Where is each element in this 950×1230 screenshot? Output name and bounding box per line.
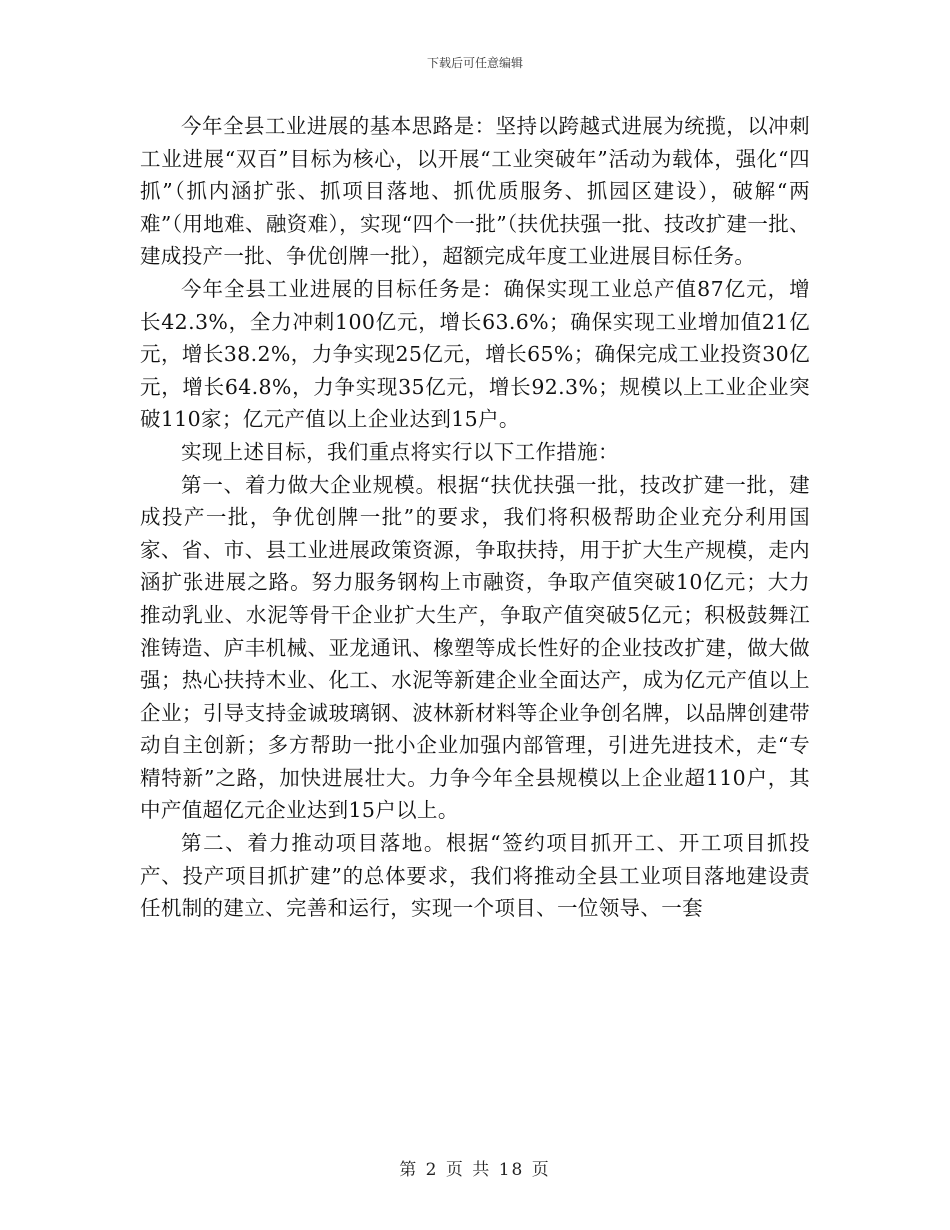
paragraph-measure-two: 第二、着力推动项目落地。根据“签约项目抓开工、开工项目抓投产、投产项目抓扩建”的总体要求，我们将推动全县工业项目落地建设责任机制的建立、完善和运行，实现一个项目、一位领导、一套 [140, 831, 810, 921]
document-body [140, 110, 810, 925]
paragraph-basic-approach: 今年全县工业进展的基本思路是：坚持以跨越式进展为统揽，以冲刺工业进展“双百”目标为核心，以开展“工业突破年”活动为载体，强化“四抓”（抓内涵扩张、抓项目落地、抓优质服务、抓园区建设），破解“两难”（用地难、融资难），实现“四个一批”（扶优扶强一批、技改扩建一批、建成投产一批、争优创牌一批），超额完成年度工业进展目标任务。 [140, 114, 810, 269]
page-header: 下载后可任意编辑 [426, 56, 523, 70]
page-number-footer: 第 2 页 共 18 页 [399, 1160, 551, 1180]
paragraph-measures-intro: 实现上述目标，我们重点将实行以下工作措施： [181, 439, 619, 464]
paragraph-targets: 今年全县工业进展的目标任务是：确保实现工业总产值87亿元，增长42.3%，全力冲刺100亿元，增长63.6%；确保实现工业增加值21亿元，增长38.2%，力争实现25亿元，增长65%；确保完成工业投资30亿元，增长64.8%，力争实现35亿元，增长92.3%；规模以上工业企业突破110家；亿元产值以上企业达到15户。 [140, 276, 810, 432]
paragraph-measure-one: 第一、着力做大企业规模。根据“扶优扶强一批，技改扩建一批，建成投产一批，争优创牌一批”的要求，我们将积极帮助企业充分利用国家、省、市、县工业进展政策资源，争取扶持，用于扩大生产规模，走内涵扩张进展之路。努力服务钢构上市融资，争取产值突破10亿元；大力推动乳业、水泥等骨干企业扩大生产，争取产值突破5亿元；积极鼓舞江淮铸造、庐丰机械、亚龙通讯、橡塑等成长性好的企业技改扩建，做大做强；热心扶持木业、化工、水泥等新建企业全面达产，成为亿元产值以上企业；引导支持金诚玻璃钢、波林新材料等企业争创名牌，以品牌创建带动自主创新；多方帮助一批小企业加强内部管理，引进先进技术，走“专精特新”之路，加快进展壮大。力争今年全县规模以上企业超110户，其中产值超亿元企业达到15户以上。 [140, 472, 810, 823]
